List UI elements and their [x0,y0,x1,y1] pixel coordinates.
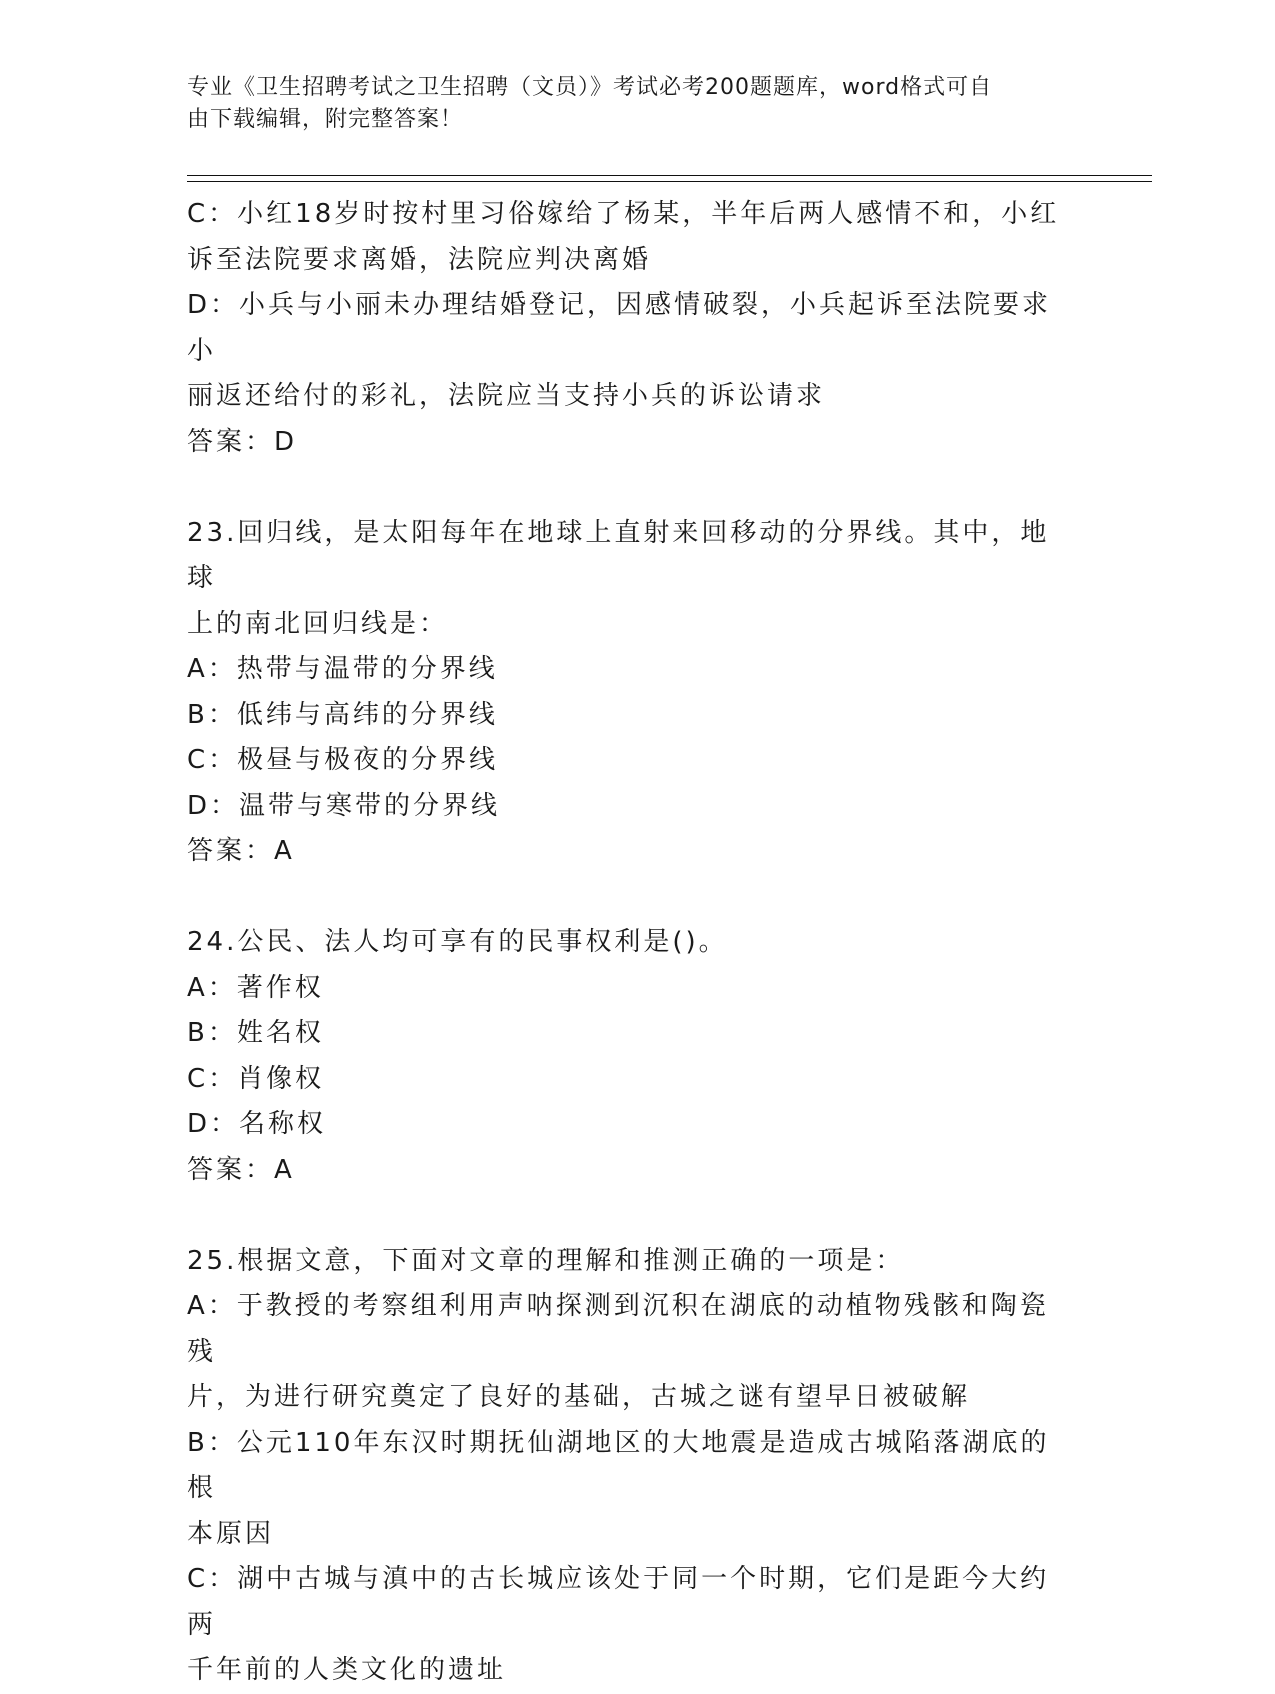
option-a: A：热带与温带的分界线 [187,654,498,684]
option-b: B：低纬与高纬的分界线 [187,699,498,730]
option-c-line-2: 诉至法院要求离婚，法院应判决离婚 [187,244,652,275]
question-25 [187,1239,1067,1694]
option-b-line-2: 本原因 [187,1518,275,1549]
option-b: B：姓名权 [187,1018,324,1048]
document-header [187,72,1067,136]
question-stem: 25.根据文意，下面对文章的理解和推测正确的一项是： [187,1245,905,1276]
option-d: D：名称权 [187,1109,327,1139]
spacer [187,875,1067,921]
option-c-line-2: 千年前的人类文化的遗址 [187,1655,507,1685]
option-c: C：肖像权 [187,1063,325,1094]
option-c-line-1: C：湖中古城与滇中的古长城应该处于同一个时期，它们是距今大约两 [187,1564,1050,1640]
option-c-line-1: C：小红18岁时按村里习俗嫁给了杨某，半年后两人感情不和，小红 [187,199,1060,229]
option-a-line-1: A：于教授的考察组利用声呐探测到沉积在湖底的动植物残骸和陶瓷残 [187,1291,1049,1367]
option-d: D：温带与寒带的分界线 [187,790,501,821]
option-a: A：著作权 [187,972,324,1003]
question-22 [187,192,1067,465]
option-a-line-2: 片，为进行研究奠定了良好的基础，古城之谜有望早日被破解 [187,1382,971,1412]
option-b-line-1: B：公元110年东汉时期抚仙湖地区的大地震是造成古城陷落湖底的根 [187,1427,1050,1503]
header-line-1: 专业《卫生招聘考试之卫生招聘（文员）》考试必考200题题库，word格式可自 [187,75,993,100]
answer-line: 答案：A [187,836,295,866]
header-divider-top [187,175,1152,176]
answer-line: 答案：D [187,426,298,457]
question-23 [187,511,1067,875]
header-divider-bottom [187,181,1152,182]
question-stem: 24.公民、法人均可享有的民事权利是()。 [187,927,728,957]
question-stem-line-2: 上的南北回归线是： [187,608,449,639]
document-body [187,192,1067,1694]
question-24 [187,920,1067,1193]
header-line-2: 由下载编辑，附完整答案！ [187,107,464,132]
option-d-line-2: 丽返还给付的彩礼，法院应当支持小兵的诉讼请求 [187,381,826,411]
question-stem-line-1: 23.回归线，是太阳每年在地球上直射来回移动的分界线。其中，地球 [187,517,1050,593]
option-d-line-1: D：小兵与小丽未办理结婚登记，因感情破裂，小兵起诉至法院要求小 [187,290,1052,366]
spacer [187,1193,1067,1239]
answer-line: 答案：A [187,1154,295,1185]
spacer [187,465,1067,511]
option-c: C：极昼与极夜的分界线 [187,745,499,775]
